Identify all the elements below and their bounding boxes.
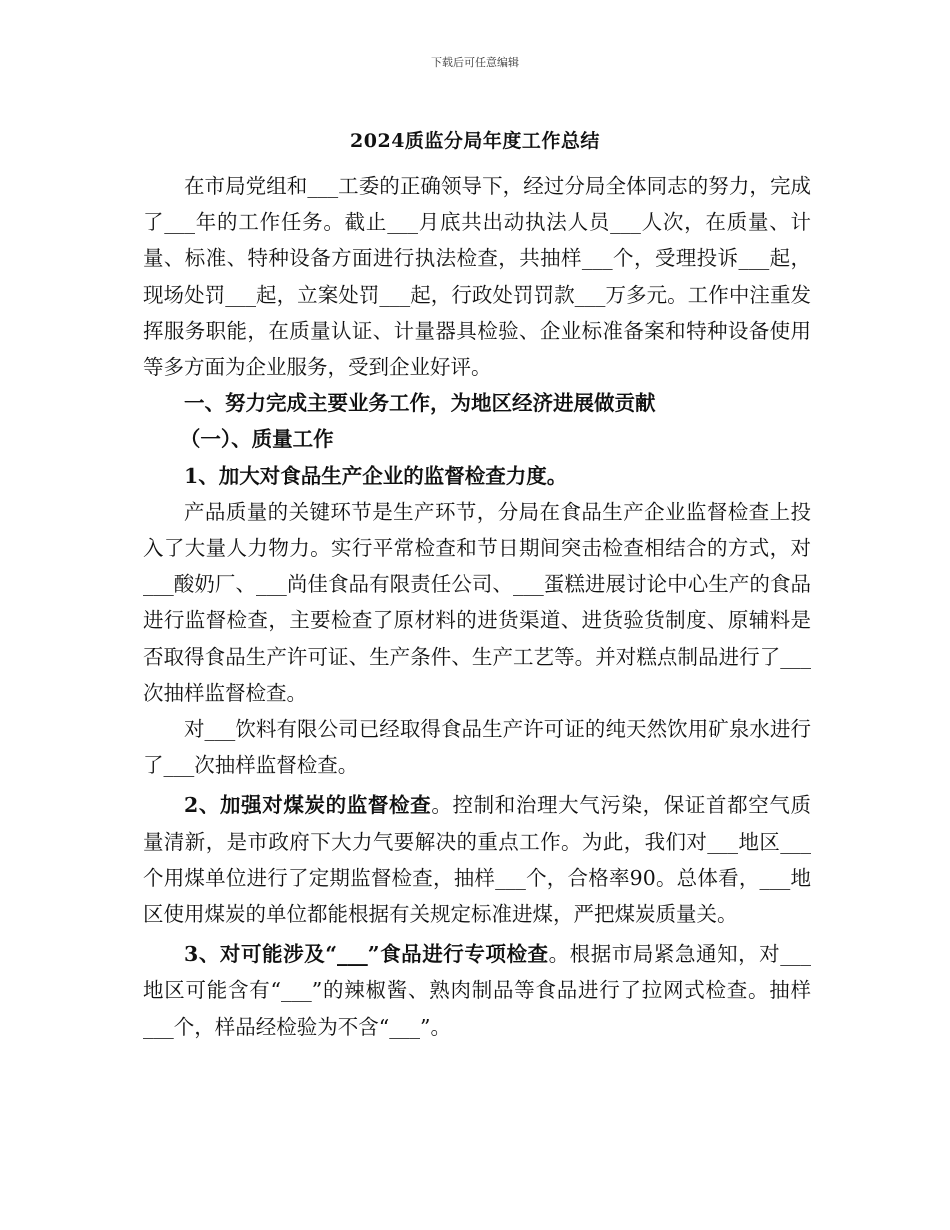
page-title: 2024质监分局年度工作总结 — [350, 130, 600, 152]
item-heading-1: 1、加大对食品生产企业的监督检查力度。 — [184, 463, 568, 488]
item-1-paragraph-2: 对___饮料有限公司已经取得食品生产许可证的纯天然饮用矿泉水进行了___次抽样监督检查。 — [143, 717, 811, 778]
item-1-paragraph: 产品质量的关键环节是生产环节，分局在食品生产企业监督检查上投入了大量人力物力。实行平常检查和节日期间突击检查相结合的方式，对___酸奶厂、___尚佳食品有限责任公司、___蛋糕进展讨论中心生产的食品进行监督检查，主要检查了原材料的进货渠道、进货验货制度、原辅料是否取得食品生产许可证、生产条件、生产工艺等。并对糕点制品进行了___次抽样监督检查。 — [143, 499, 811, 705]
intro-paragraph: 在市局党组和___工委的正确领导下，经过分局全体同志的努力，完成了___年的工作任务。截止___月底共出动执法人员___人次，在质量、计量、标准、特种设备方面进行执法检查，共抽样___个，受理投诉___起，现场处罚___起，立案处罚___起，行政处罚罚款___万多元。工作中注重发挥服务职能，在质量认证、计量器具检验、企业标准备案和特种设备使用等多方面为企业服务，受到企业好评。 — [143, 174, 811, 380]
download-note: 下载后可任意编辑 — [431, 56, 519, 69]
document-body — [143, 168, 811, 1045]
item-2-lead: 2、加强对煤炭的监督检查 — [184, 793, 432, 818]
item-3-body: 。根据市局紧急通知，对___地区可能含有“___”的辣椒酱、熟肉制品等食品进行了拉网式检查。抽样___个，样品经检验为不含“___”。 — [143, 942, 811, 1039]
item-2-body: 。控制和治理大气污染，保证首都空气质量清新，是市政府下大力气要解决的重点工作。为此，我们对___地区___个用煤单位进行了定期监督检查，抽样___个，合格率90。总体看，___地区使用煤炭的单位都能根据有关规定标准进煤，严把煤炭质量关。 — [143, 793, 812, 927]
subsection-heading: （一）、质量工作 — [179, 427, 334, 452]
item-2-paragraph — [143, 787, 811, 932]
section-heading: 一、努力完成主要业务工作，为地区经济进展做贡献 — [184, 391, 656, 416]
item-3-paragraph — [143, 936, 811, 1045]
item-3-lead: 3、对可能涉及“___”食品进行专项检查 — [184, 942, 549, 967]
